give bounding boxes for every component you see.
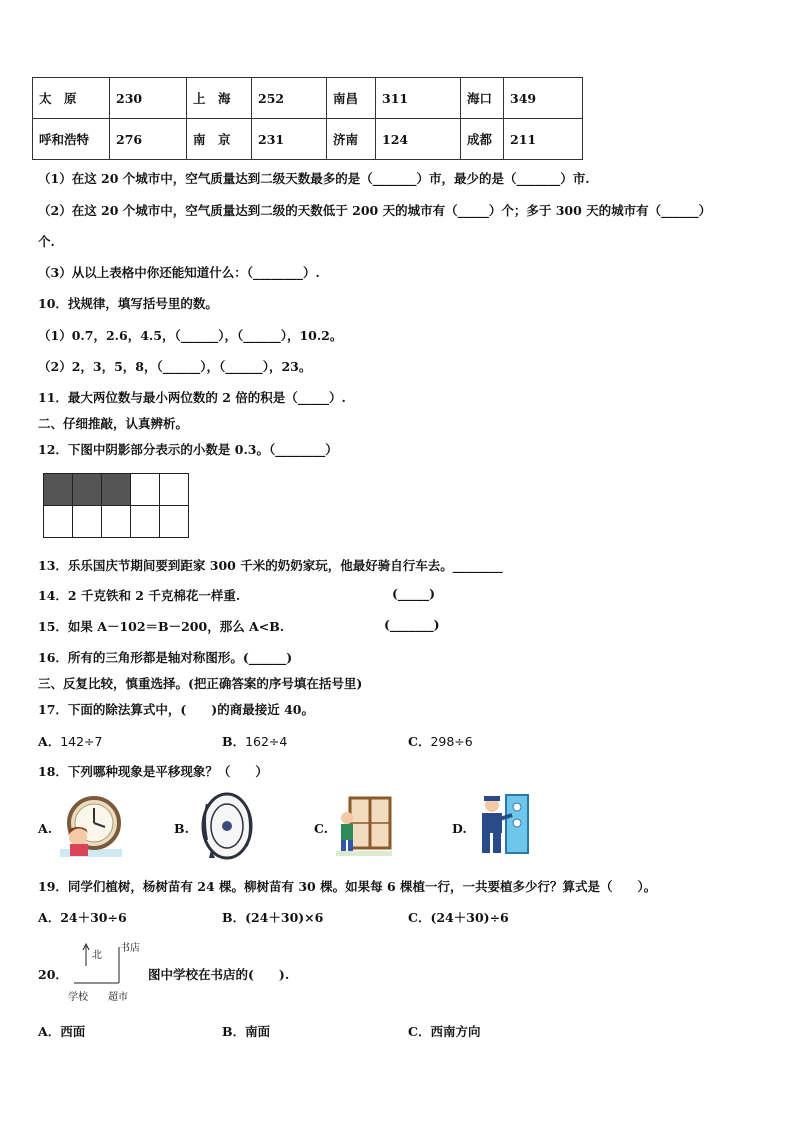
city-days: 276 (110, 119, 187, 160)
q19-option-b: B．(24＋30)×6 (222, 910, 324, 925)
q9-part2-tail: 个. (38, 234, 55, 249)
q20-option-a: A．西面 (38, 1024, 86, 1039)
q19-option-a: A．24＋30÷6 (38, 910, 127, 925)
q18-option-a-label: A. (38, 821, 53, 836)
q9-part3: （3）从以上表格中你还能知道什么：（________）. (38, 265, 320, 280)
q17-option-b: B．162÷4 (222, 734, 288, 749)
city-name: 成都 (461, 119, 504, 160)
q10-title: 10．找规律，填写括号里的数。 (38, 296, 218, 311)
city-name: 海口 (461, 78, 504, 119)
q17-a-expression: 142÷7 (60, 734, 103, 749)
city-name: 上 海 (187, 78, 252, 119)
q17-option-c: C．298÷6 (408, 734, 473, 749)
q9-part1: （1）在这 20 个城市中，空气质量达到二级天数最多的是（_______）市，最少的是（_______）市. (38, 171, 590, 186)
fan-icon (197, 790, 255, 864)
clock-hands-icon (60, 795, 122, 857)
q17: 17．下面的除法算式中，( )的商最接近 40。 (38, 702, 314, 717)
q20-option-b: B．南面 (222, 1024, 271, 1039)
city-days: 252 (252, 78, 327, 119)
city-table (32, 77, 583, 160)
q17-c-expression: 298÷6 (430, 734, 473, 749)
q11: 11．最大两位数与最小两位数的 2 倍的积是（_____）. (38, 390, 346, 405)
map-school-label: 学校 (68, 992, 88, 1003)
q15: 15．如果 A－102＝B－200，那么 A<B. (38, 619, 285, 634)
q14: 14．2 千克铁和 2 千克棉花一样重. (38, 588, 241, 603)
q9-part2: （2）在这 20 个城市中，空气质量达到二级的天数低于 200 天的城市有（_____）个；多于 300 天的城市有（______） (38, 203, 712, 218)
q18: 18．下列哪种现象是平移现象？（ ） (38, 764, 268, 779)
q18-option-c-label: C. (314, 821, 329, 836)
q20-text: 图中学校在书店的( ). (148, 967, 290, 982)
city-name: 南 京 (187, 119, 252, 160)
sliding-window-icon (336, 796, 392, 856)
q12: 12．下图中阴影部分表示的小数是 0.3。（________） (38, 442, 338, 457)
q19: 19．同学们植树，杨树苗有 24 棵。柳树苗有 30 棵。如果每 6 棵植一行，一共要植多少行？算式是（ ）。 (38, 879, 657, 894)
city-name: 太 原 (33, 78, 110, 119)
city-days: 124 (376, 119, 461, 160)
q18-option-d-label: D. (452, 821, 467, 836)
table-row (33, 119, 583, 160)
q15-blank: (_______) (384, 617, 440, 632)
city-name: 呼和浩特 (33, 119, 110, 160)
q16: 16．所有的三角形都是轴对称图形。(______) (38, 650, 293, 665)
city-days: 311 (376, 78, 461, 119)
city-days: 211 (504, 119, 583, 160)
map-bookstore-label: 书店 (120, 943, 140, 954)
table-row (33, 78, 583, 119)
city-days: 230 (110, 78, 187, 119)
q14-blank: (_____) (392, 586, 436, 601)
q13: 13．乐乐国庆节期间要到距家 300 千米的奶奶家玩，他最好骑自行车去。________ (38, 558, 503, 573)
q18-option-b-label: B. (174, 821, 189, 836)
city-name: 济南 (327, 119, 376, 160)
worker-faucet-icon (476, 793, 532, 857)
city-days: 349 (504, 78, 583, 119)
map-market-label: 超市 (108, 992, 128, 1003)
section-2-heading: 二、仔细推敲，认真辨析。 (38, 416, 189, 431)
city-name: 南昌 (327, 78, 376, 119)
q20-option-c: C．西南方向 (408, 1024, 481, 1039)
q10-part2: （2）2，3，5，8，（______），（______），23。 (38, 359, 312, 374)
decimal-grid (43, 473, 189, 538)
city-days: 231 (252, 119, 327, 160)
section-3-heading: 三、反复比较，慎重选择。(把正确答案的序号填在括号里) (38, 676, 363, 691)
map-north-label: 北 (92, 950, 102, 961)
q20-number: 20． (38, 967, 68, 982)
q10-part1: （1）0.7，2.6，4.5，（______），（______），10.2。 (38, 328, 343, 343)
q17-b-expression: 162÷4 (245, 734, 288, 749)
q19-option-c: C．(24＋30)÷6 (408, 910, 509, 925)
q17-option-a: A．142÷7 (38, 734, 103, 749)
